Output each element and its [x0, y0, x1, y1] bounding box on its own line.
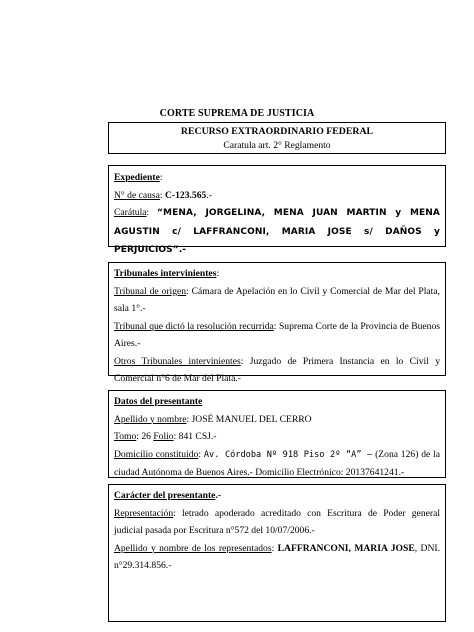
domicilio-label: Domicilio constituido: [114, 448, 199, 460]
otros-value: : Juzgado de Primera Instancia en lo Civil y Comercial n°6 de Mar del Plata.-: [114, 355, 440, 384]
tribunales-heading: Tribunales intervinientes: [114, 268, 217, 279]
otros-line: [114, 353, 440, 388]
tomo-label: Tomo: [114, 431, 137, 442]
domicilio-line: Domicilio constituido: Av. Córdoba Nº 918 Piso 2º “A” – (Zona 126) de la ciudad Autónoma de Buenos Aires.- Domicilio Electrónico: 20137641241.-: [114, 448, 440, 478]
recurrida-line: [114, 318, 440, 353]
caracter-heading: Carácter del presentante: [114, 490, 216, 501]
domicilio-rest: (Zona 126) de la ciudad Autónoma de Buenos Aires.- Domicilio Electrónico: 20137641241.-: [114, 448, 440, 478]
page-title: CORTE SUPREMA DE JUSTICIA: [159, 108, 315, 119]
otros-label: Otros Tribunales intervinientes: [114, 355, 241, 367]
caracter-heading-line: Carácter del presentante.-: [114, 490, 222, 501]
header-box: [108, 122, 446, 154]
expediente-heading: Expediente: [114, 172, 160, 183]
causa-label: N° de causa: [114, 189, 160, 201]
causa-line: N° de causa: C-123.565.-: [114, 189, 212, 201]
apellido-label: Apellido y nombre: [114, 413, 187, 425]
representados-value: LAFFRANCONI, MARIA JOSE: [277, 542, 415, 554]
causa-value: C-123.565: [165, 189, 207, 201]
tomo-line: [114, 428, 440, 446]
representados-line: Apellido y nombre de los representados: LAFFRANCONI, MARIA JOSE, DNI. n°29.314.856.-: [114, 542, 440, 571]
apellido-line: [114, 411, 440, 429]
header-title: RECURSO EXTRAORDINARIO FEDERAL: [180, 126, 374, 137]
domicilio-address: Av. Córdoba Nº 918 Piso 2º “A” –: [203, 449, 373, 460]
datos-heading: Datos del presentante: [114, 396, 203, 407]
representados-label: Apellido y nombre de los representados: [114, 542, 272, 554]
caratula-line: Carátula: “MENA, JORGELINA, MENA JUAN MARTIN y MENA AGUSTIN c/ LAFFRANCONI, MARIA JOSE s/ DAÑOS y PERJUICIOS”.-: [114, 207, 440, 255]
origen-line: [114, 283, 440, 318]
folio-label: Folio: [153, 431, 174, 442]
recurrida-label: Tribunal que dictó la resolución recurrida: [114, 320, 274, 332]
origen-label: Tribunal de origen: [114, 285, 187, 297]
tribunales-box: [108, 262, 446, 384]
header-subtitle: Caratula art. 2° Reglamento: [223, 140, 331, 151]
caratula-value: “MENA, JORGELINA, MENA JUAN MARTIN y MENA AGUSTIN c/ LAFFRANCONI, MARIA JOSE s/ DAÑOS y PERJUICIOS”.-: [114, 208, 440, 255]
representacion-value: : letrado apoderado acreditado con Escritura de Poder general judicial pasada por Escritura n°572 del 10/07/2006.-: [114, 507, 440, 536]
representados-rest: , DNI. n°29.314.856.-: [114, 542, 440, 571]
apellido-value: : JOSÉ MANUEL DEL CERRO: [186, 413, 312, 425]
expediente-box: [108, 165, 446, 255]
datos-heading-line: [114, 393, 440, 411]
tomo-value: : 26: [136, 431, 154, 442]
representacion-line: [114, 505, 440, 540]
representacion-label: Representación: [114, 507, 174, 519]
expediente-heading-line: Expediente:: [114, 172, 163, 183]
tribunales-heading-line: Tribunales intervinientes:: [114, 268, 220, 279]
caratula-label: Carátula: [114, 207, 147, 218]
datos-box: [108, 390, 446, 478]
origen-value: : Cámara de Apelación en lo Civil y Comercial de Mar del Plata, sala 1°.-: [114, 285, 440, 314]
folio-value: : 841 CSJ.-: [173, 431, 217, 442]
recurrida-value: : Suprema Corte de la Provincia de Buenos Aires.-: [114, 320, 440, 349]
caracter-box: [108, 484, 446, 622]
